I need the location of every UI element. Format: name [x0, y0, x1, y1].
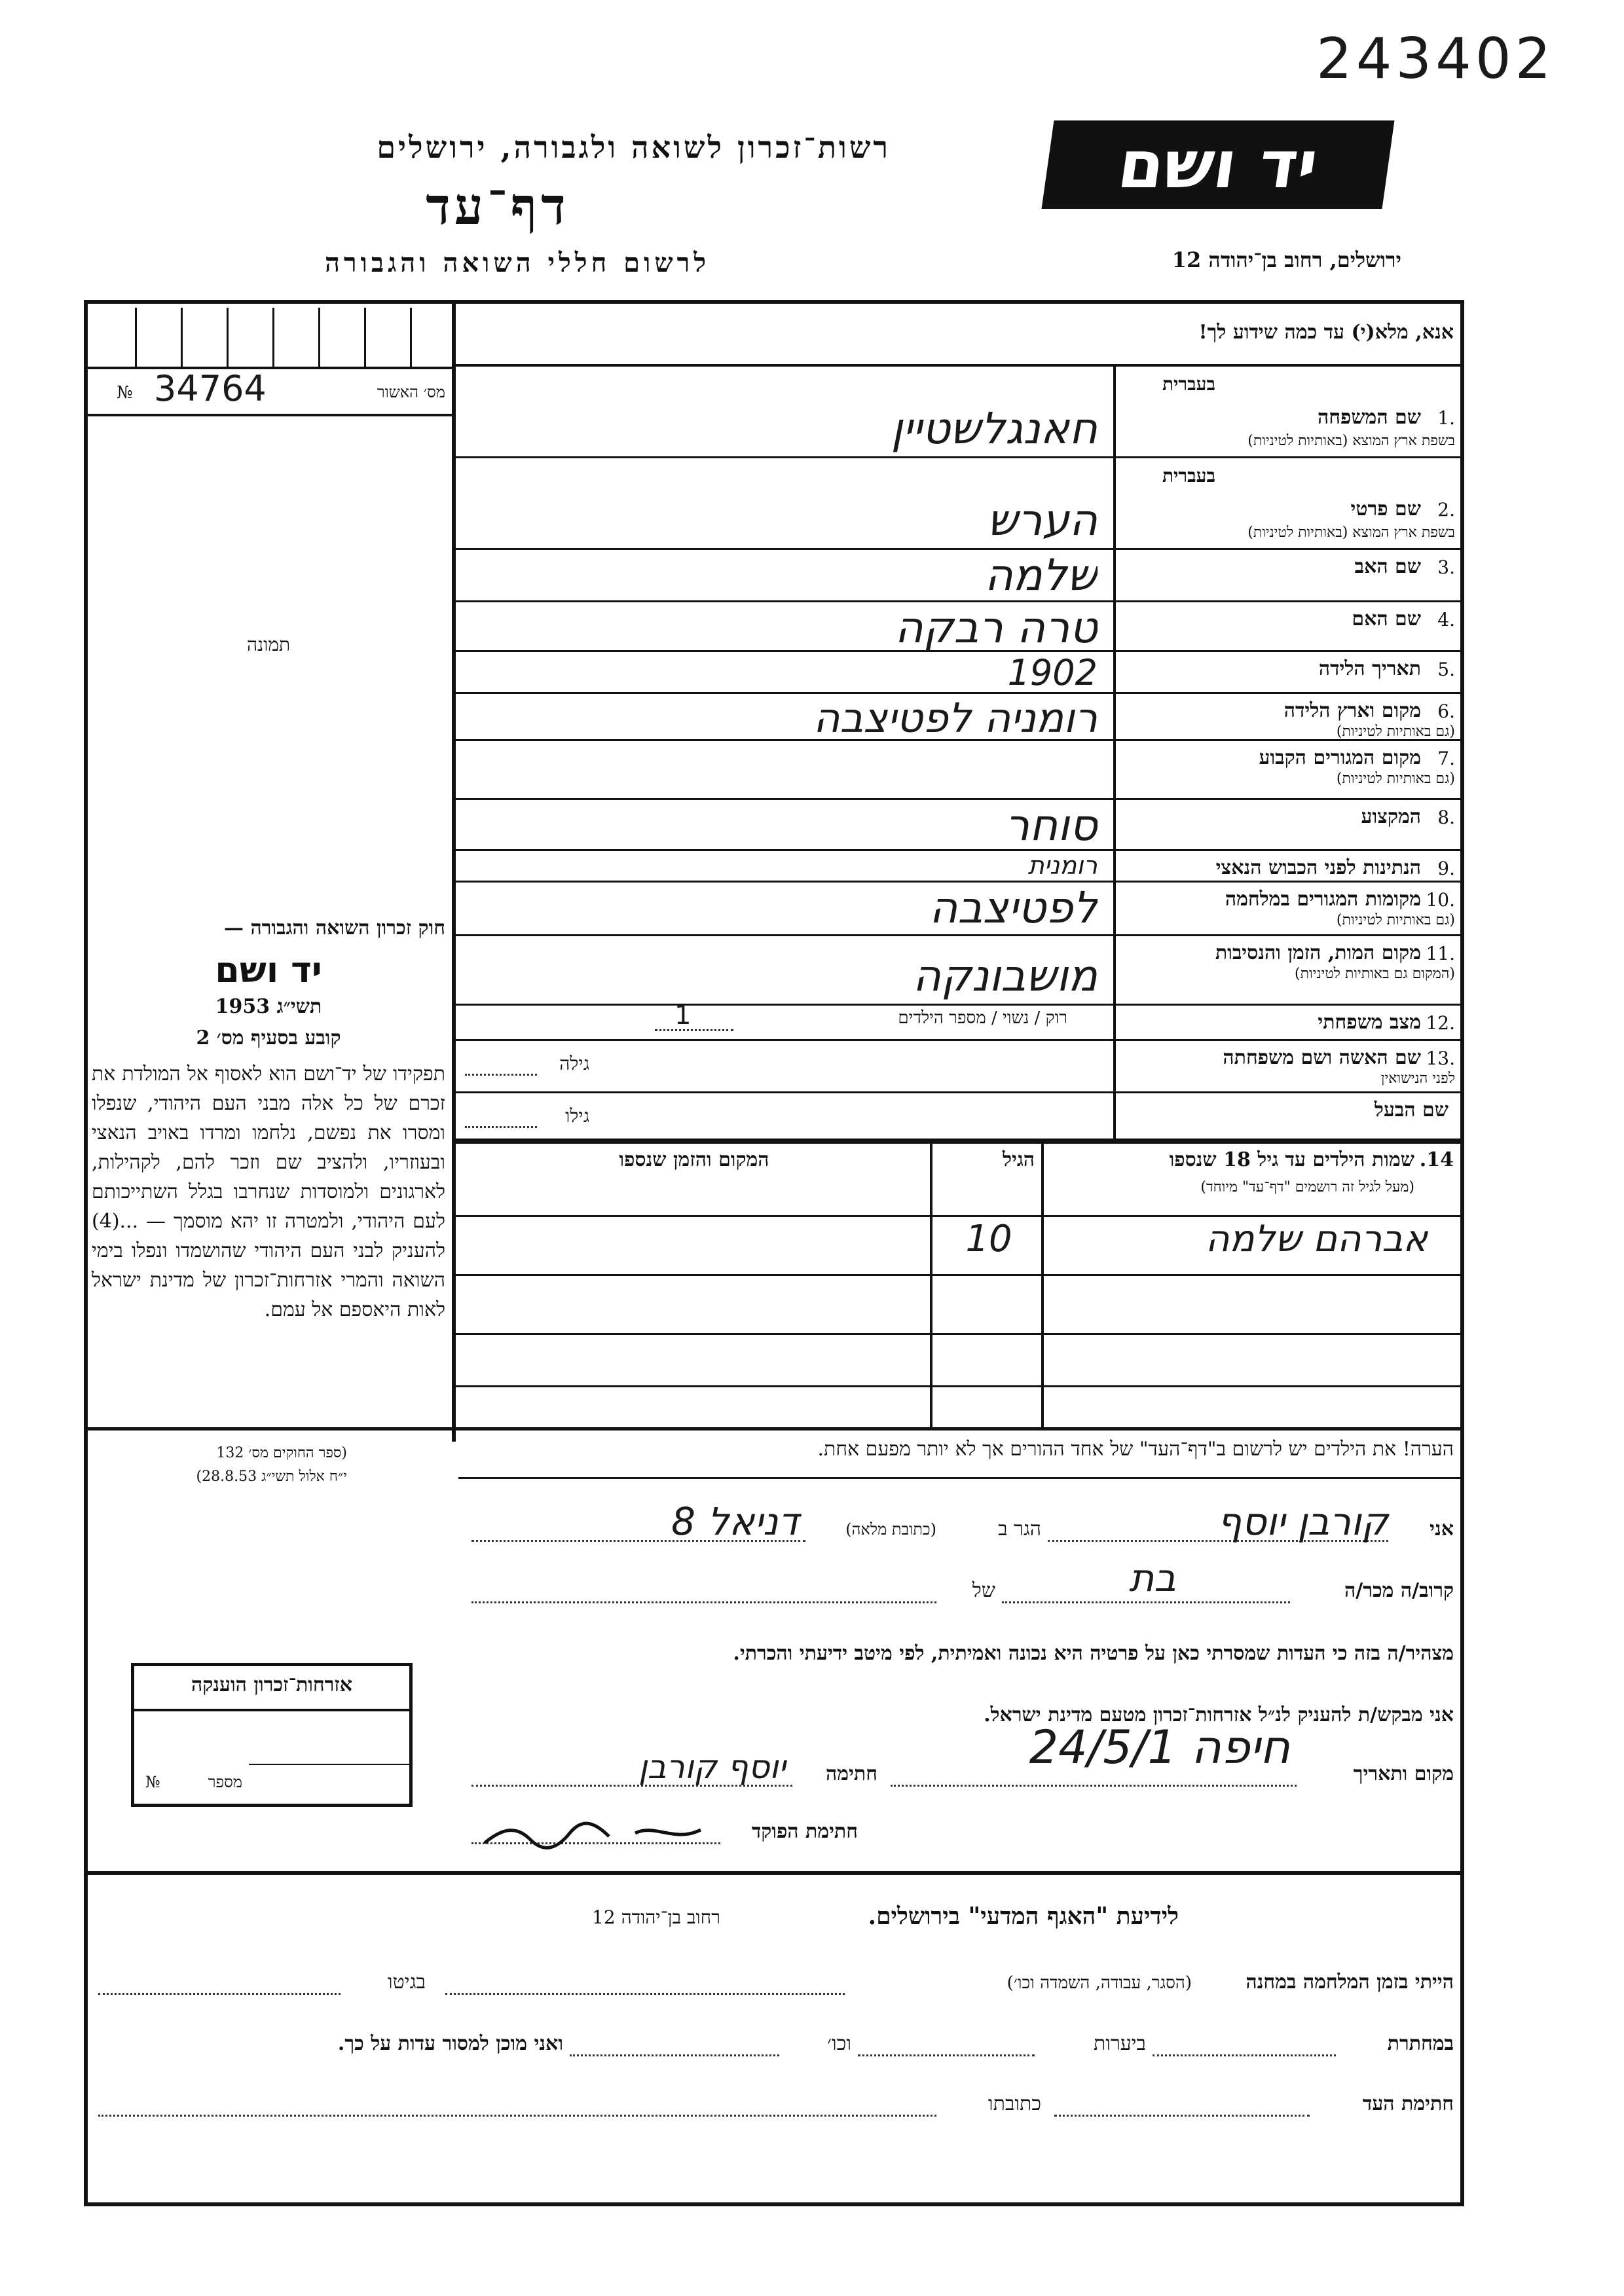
field-label: שם האב — [1354, 555, 1421, 578]
official-signature-label: חתימת הפוקד — [751, 1820, 858, 1843]
place-date[interactable]: חיפה 24/5/1 — [1029, 1721, 1290, 1774]
field-number: 5. — [1437, 659, 1455, 680]
field-row — [456, 694, 1464, 741]
field-label: מקום המות, הזמן והנסיבות — [1215, 941, 1421, 964]
field-label: הנתינות לפני הכבוש הנאצי — [1215, 856, 1421, 879]
field-value[interactable]: שלמה — [984, 550, 1098, 600]
bottom-forests-label: ביערות — [1093, 2032, 1146, 2055]
field-label: תאריך הלידה — [1318, 657, 1421, 680]
field-label: מקום וארץ הלידה — [1283, 699, 1421, 722]
field-number: 13. — [1426, 1048, 1455, 1069]
intro-text: אנא, מלא(י) עד כמה שידוע לך! — [1198, 321, 1454, 344]
field-row — [456, 367, 1464, 458]
receipt-ticks — [115, 308, 443, 367]
yad-vashem-logo — [1042, 120, 1395, 209]
authority-name: רשות־זכרון לשואה ולגבורה, ירושלים — [377, 130, 891, 165]
children-number: 14. — [1419, 1148, 1454, 1171]
field-sublabel: (גם באותיות לטיניות) — [1336, 723, 1455, 740]
field-row — [456, 741, 1464, 800]
law-text: תפקידו של יד־ושם הוא לאסוף אל המולדת את זכרם של כל אלה מבני העם היהודי, שנפלו ומסרו את נפשם, נלחמו ומרדו באויב הנאצי ובעוזריו, ולהציב שם וזכר להם, לקהילות, לארגונים ולמוסדות שנחרבו בגלל השתייכותם לעם היהודי, ולמטרה זו יהא מוסמך — ...(4) להעניק לבני העם היהודי שהושמדו ונפלו בימי השואה והמרי אזרחות־זכרון של מדינת ישראל לאות היאספם אל עמם. — [92, 1063, 445, 1321]
field-row — [456, 851, 1464, 883]
bottom-etc-label: וכו׳ — [827, 2032, 851, 2055]
children-subheader: (מעל לגיל זה רושמים "דף־עד" מיוחד) — [1200, 1179, 1414, 1195]
field-sublabel: (גם באותיות לטיניות) — [1336, 912, 1455, 928]
signature-label: חתימה — [826, 1762, 877, 1785]
law-date: י״ח אלול תשי״ג 28.8.53) — [196, 1468, 347, 1485]
age-label-husband: גילו — [565, 1105, 589, 1127]
witness-ani: אני — [1430, 1518, 1454, 1540]
field-value[interactable]: סוחר — [1005, 800, 1098, 850]
field-sublabel: לפני הנישואין — [1380, 1070, 1455, 1087]
witness-resides-label: הגר ב — [998, 1518, 1041, 1540]
field-label: שם האשה ושם משפחתה — [1223, 1046, 1421, 1069]
field-number: 7. — [1437, 748, 1455, 769]
children-header: שמות הילדים עד גיל 18 שנספו — [1169, 1148, 1414, 1171]
stamp-number: 243402 — [1316, 26, 1555, 92]
field-sublabel: (המקום גם באותיות לטיניות) — [1295, 966, 1455, 982]
bottom-ghetto-label: בגיטו — [387, 1971, 426, 1994]
field-row — [456, 1041, 1464, 1093]
citizenship-box-title: אזרחות־זכרון הוענקה — [191, 1673, 353, 1696]
child-name[interactable]: אברהם שלמה — [1205, 1218, 1428, 1260]
field-row — [456, 458, 1464, 550]
receipt-number-sign: № — [117, 383, 133, 403]
marital-children[interactable]: 1 — [674, 1000, 692, 1030]
marital-options: רוק / נשוי / מספר הילדים — [898, 1008, 1067, 1028]
field-value[interactable]: מושבונקה — [912, 951, 1098, 1001]
field-value[interactable]: הערש — [987, 495, 1098, 545]
field-value[interactable]: רומניה לפטיצבה — [813, 694, 1098, 742]
field-value[interactable]: 1902 — [1007, 652, 1098, 693]
field-number: 2. — [1437, 499, 1455, 520]
law-source: (ספר החוקים מס׳ 132 — [216, 1445, 347, 1461]
place-date-label: מקום ותאריך — [1353, 1762, 1454, 1785]
bottom-camp-label: הייתי בזמן המלחמה במחנה — [1246, 1971, 1454, 1994]
field-row — [456, 602, 1464, 652]
witness-name[interactable]: קורבן יוסף — [1217, 1499, 1388, 1544]
field-sublabel: בשפת ארץ המוצא (באותיות לטיניות) — [1247, 433, 1455, 449]
field-row — [456, 800, 1464, 851]
field-number: 9. — [1437, 858, 1455, 879]
field-label: שם הבעל — [1374, 1099, 1449, 1121]
form-title: דף־עד — [426, 177, 570, 236]
citizenship-number-label: מספר — [208, 1773, 242, 1791]
field-number: 8. — [1437, 807, 1455, 828]
witness-relative-label: קרוב/ה מכר/ה — [1344, 1579, 1454, 1602]
note-text: הערה! את הילדים יש לרשום ב"דף־העד" של אחד ההורים אך לא יותר מפעם אחת. — [817, 1438, 1454, 1461]
field-label: שם המשפחה — [1317, 406, 1421, 429]
field-number: 12. — [1426, 1012, 1455, 1034]
citizenship-number-sign: № — [145, 1773, 160, 1791]
field-number: 10. — [1426, 889, 1455, 911]
law-name: יד ושם — [215, 949, 322, 991]
child-age[interactable]: 10 — [965, 1218, 1012, 1260]
field-hebrew-label: בעברית — [1162, 465, 1215, 486]
field-label: מקומות המגורים במלחמה — [1225, 888, 1421, 911]
header-address: ירושלים, רחוב בן־יהודה 12 — [1172, 247, 1401, 272]
field-value[interactable]: טרה רבקה — [895, 602, 1098, 653]
field-label: מצב משפחתי — [1318, 1011, 1421, 1034]
bottom-address: רחוב בן־יהודה 12 — [592, 1906, 720, 1928]
field-sublabel: בשפת ארץ המוצא (באותיות לטיניות) — [1247, 524, 1455, 541]
field-label: שם פרטי — [1350, 498, 1421, 520]
children-age-header: הגיל — [1002, 1148, 1035, 1171]
photo-label: תמונה — [246, 634, 291, 655]
witness-request: אני מבקש/ת להעניק לנ״ל אזרחות־זכרון מטעם מדינת ישראל. — [984, 1704, 1454, 1726]
field-row — [456, 936, 1464, 1006]
field-value[interactable]: רומנית — [1027, 851, 1098, 880]
logo-text: יד ושם — [1113, 126, 1323, 203]
witness-relation[interactable]: בת — [1129, 1556, 1176, 1600]
field-row — [456, 883, 1464, 936]
field-number: 1. — [1437, 407, 1455, 429]
field-number: 3. — [1437, 556, 1455, 578]
law-clause: קובע בסעיף מס׳ 2 — [196, 1027, 341, 1049]
bottom-title: לידיעת "האגף המדעי" בירושלים. — [868, 1903, 1179, 1930]
field-value[interactable]: לפטיצבה — [929, 883, 1098, 933]
bottom-address-label: כתובתו — [987, 2092, 1041, 2115]
witness-signature[interactable]: יוסף קורבן — [638, 1748, 786, 1786]
official-signature-scribble — [478, 1813, 727, 1853]
children-place-header: המקום והזמן שנספו — [619, 1148, 769, 1171]
bottom-witness-signature-label: חתימת העד — [1362, 2092, 1454, 2115]
field-row — [456, 652, 1464, 694]
field-row — [456, 550, 1464, 602]
field-number: 6. — [1437, 701, 1455, 722]
field-label: המקצוע — [1361, 805, 1421, 828]
receipt-label: מס׳ האשור — [377, 383, 445, 401]
receipt-number[interactable]: 34764 — [154, 368, 267, 409]
law-year: תשי״ג 1953 — [215, 995, 322, 1018]
age-label-wife: גילה — [559, 1053, 589, 1074]
witness-of-label: של — [972, 1579, 995, 1602]
field-sublabel: (גם באותיות לטיניות) — [1336, 771, 1455, 787]
field-number: 11. — [1426, 943, 1455, 964]
witness-declaration: מצהיר/ה בזה כי העדות שמסרתי כאן על פרטיה היא נכונה ואמיתית, לפי מיטב ידיעתי והכרתי. — [733, 1642, 1454, 1665]
field-value[interactable]: חאנגלשטיין — [891, 403, 1098, 454]
field-label: שם האם — [1352, 608, 1421, 630]
field-label: מקום המגורים הקבוע — [1259, 746, 1421, 769]
witness-full-address-label: (כתובת מלאה) — [845, 1520, 936, 1539]
field-row — [456, 1093, 1464, 1140]
witness-address[interactable]: דניאל 8 — [671, 1499, 799, 1544]
field-number: 4. — [1437, 609, 1455, 630]
form-subtitle: לרשום חללי השואה והגבורה — [324, 247, 710, 278]
bottom-underground-label: במחתרת — [1387, 2032, 1454, 2055]
law-title: חוק זכרון השואה והגבורה — — [224, 917, 445, 939]
field-hebrew-label: בעברית — [1162, 373, 1215, 395]
bottom-testimony-statement: ואני מוכן למסור עדות על כך. — [337, 2032, 563, 2055]
bottom-camp-types: (הסגר, עבודה, השמדה וכו׳) — [1006, 1973, 1192, 1993]
